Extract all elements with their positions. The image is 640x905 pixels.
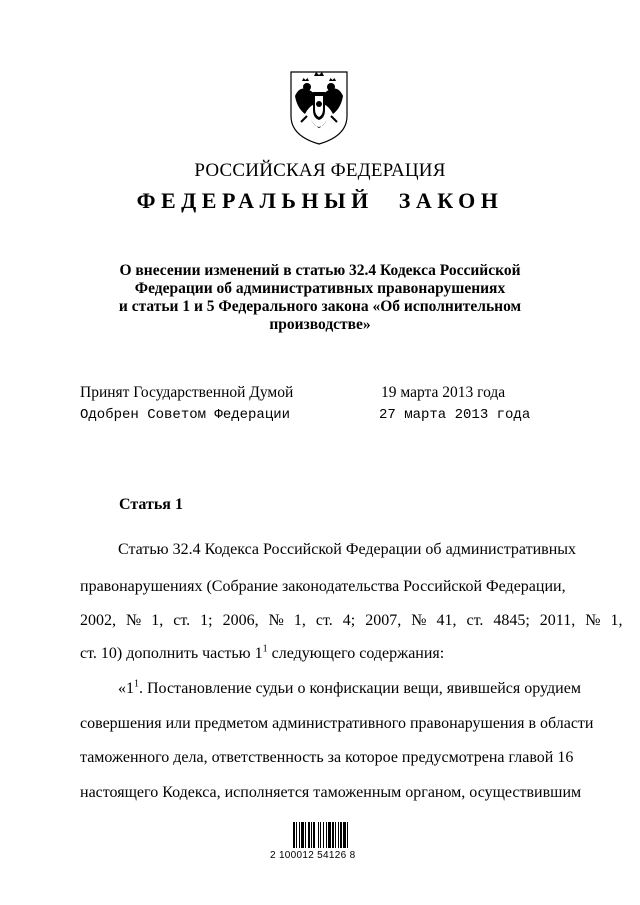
body-text-line: совершения или предметом административного правонарушения в области <box>80 715 594 732</box>
law-type-heading: ФЕДЕРАЛЬНЫЙ ЗАКОН <box>136 188 504 213</box>
body-text-segment: «1 <box>118 680 134 697</box>
country-heading: РОССИЙСКАЯ ФЕДЕРАЦИЯ <box>194 160 446 181</box>
council-approval-date: 27 марта 2013 года <box>379 407 531 423</box>
article-heading: Статья 1 <box>119 496 183 513</box>
barcode <box>292 818 358 848</box>
body-text-line: правонарушениях (Собрание законодательства Российской Федерации, <box>80 578 566 595</box>
duma-adoption-label: Принят Государственной Думой <box>80 384 294 401</box>
superscript: 1 <box>134 678 139 690</box>
law-title-line: О внесении изменений в статью 32.4 Кодекса Российской <box>119 262 521 279</box>
barcode-number: 2 100012 54126 8 <box>270 850 356 861</box>
council-approval-label: Одобрен Советом Федерации <box>80 407 291 423</box>
body-text-line: Статью 32.4 Кодекса Российской Федерации об административных <box>118 541 577 558</box>
coat-of-arms-icon <box>285 66 353 146</box>
body-text-line <box>80 644 560 664</box>
law-title-line: и статьи 1 и 5 Федерального закона «Об исполнительном <box>118 298 522 315</box>
law-title-line: производстве» <box>269 316 371 333</box>
superscript: 1 <box>262 643 268 655</box>
law-title <box>80 262 560 334</box>
duma-adoption-date: 19 марта 2013 года <box>381 384 506 401</box>
body-text-line: таможенного дела, ответственность за которое предусмотрена главой 16 <box>80 749 574 766</box>
law-title-line: Федерации об административных правонарушениях <box>134 280 506 297</box>
body-text-line <box>80 678 581 699</box>
body-text-segment: . Постановление судьи о конфискации вещи, явившейся орудием <box>139 680 581 697</box>
coat-of-arms-emblem <box>285 66 353 146</box>
body-text-segment: следующего содержания: <box>267 645 445 662</box>
barcode-icon <box>292 818 358 848</box>
body-text-line: настоящего Кодекса, исполняется таможенным органом, осуществившим <box>80 784 582 801</box>
body-text-line: 2002, № 1, ст. 1; 2006, № 1, ст. 4; 2007, № 41, ст. 4845; 2011, № 1, <box>80 612 623 629</box>
body-text-segment: ст. 10) дополнить частью 1 <box>80 645 263 662</box>
